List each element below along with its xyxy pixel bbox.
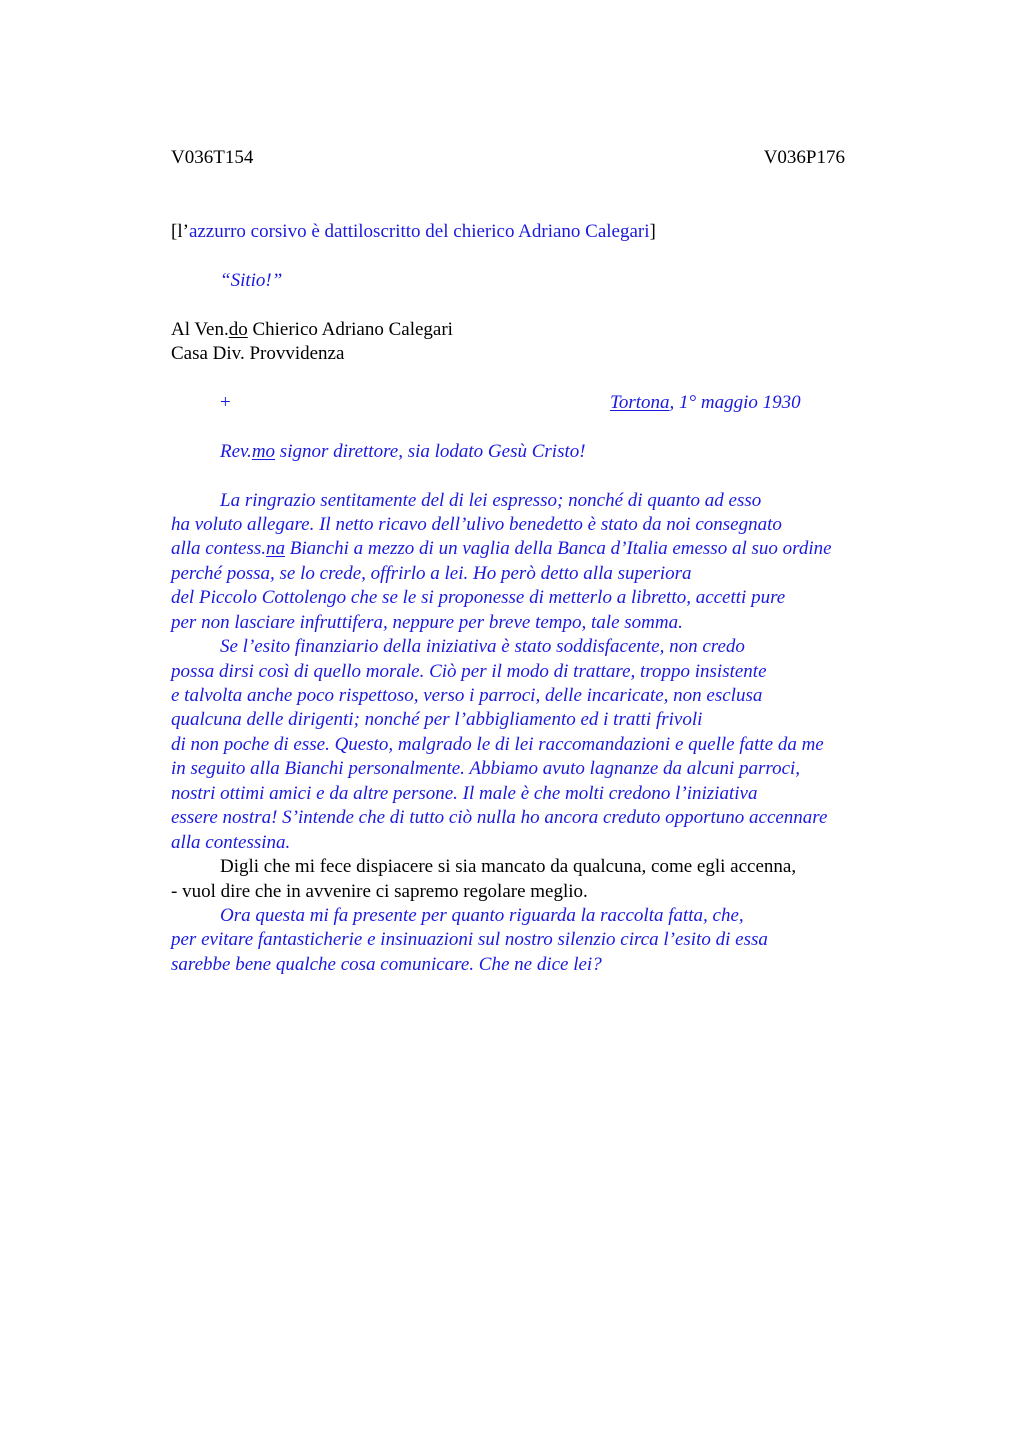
- body-line: per evitare fantasticherie e insinuazioni sul nostro silenzio circa l’esito di essa: [171, 929, 768, 950]
- body-line: sarebbe bene qualche cosa comunicare. Che ne dice lei?: [171, 954, 602, 975]
- salutation-prefix: Rev.: [220, 441, 252, 462]
- editor-note-close: ]: [649, 221, 656, 242]
- body-line: La ringrazio sentitamente del di lei espresso; nonché di quanto ad esso: [220, 490, 762, 511]
- salutation: [220, 440, 586, 464]
- dateline-date: , 1° maggio 1930: [669, 392, 801, 413]
- header-right-code: V036P176: [763, 147, 845, 168]
- address-prefix: Al Ven.: [171, 319, 229, 340]
- address-line-1: [171, 318, 453, 342]
- editor-note: [171, 220, 656, 244]
- motto: “Sitio!”: [220, 270, 283, 291]
- body-line: perché possa, se lo crede, offrirlo a lei. Ho però detto alla superiora: [171, 563, 692, 584]
- cross-symbol: +: [220, 392, 231, 413]
- body-line: possa dirsi così di quello morale. Ciò per il modo di trattare, troppo insistente: [171, 661, 767, 682]
- address-line-2: Casa Div. Provvidenza: [171, 343, 345, 364]
- body-superscript: na: [266, 538, 285, 559]
- body-line: Digli che mi fece dispiacere si sia mancato da qualcuna, come egli accenna,: [220, 856, 797, 877]
- header-left-code: V036T154: [171, 147, 254, 168]
- body-line: e talvolta anche poco rispettoso, verso i parroci, delle incaricate, non esclusa: [171, 685, 763, 706]
- body-line: per non lasciare infruttifera, neppure per breve tempo, tale somma.: [171, 612, 683, 633]
- body-line: essere nostra! S’intende che di tutto ciò nulla ho ancora creduto opportuno accennare: [171, 807, 828, 828]
- salutation-text: signor direttore, sia lodato Gesù Cristo!: [275, 441, 586, 462]
- body-line: qualcuna delle dirigenti; nonché per l’abbigliamento ed i tratti frivoli: [171, 709, 703, 730]
- dateline-place: Tortona: [610, 392, 670, 413]
- body-line: nostri ottimi amici e da altre persone. Il male è che molti credono l’iniziativa: [171, 783, 758, 804]
- body-line: Ora questa mi fa presente per quanto riguarda la raccolta fatta, che,: [220, 905, 744, 926]
- body-line: del Piccolo Cottolengo che se le si proponesse di metterlo a libretto, accetti pure: [171, 587, 786, 608]
- body-line: - vuol dire che in avvenire ci sapremo regolare meglio.: [171, 881, 588, 902]
- address-recipient: Chierico Adriano Calegari: [247, 319, 453, 340]
- body-line: di non poche di esse. Questo, malgrado le di lei raccomandazioni e quelle fatte da me: [171, 734, 824, 755]
- body-line: [171, 537, 832, 561]
- body-text: Bianchi a mezzo di un vaglia della Banca d’Italia emesso al suo ordine: [285, 538, 832, 559]
- body-line: alla contessina.: [171, 832, 291, 853]
- editor-note-open: [l’: [171, 221, 189, 242]
- salutation-superscript: mo: [251, 441, 276, 462]
- address-superscript: do: [228, 319, 248, 340]
- editor-note-text: azzurro corsivo è dattiloscritto del chierico Adriano Calegari: [188, 221, 650, 242]
- body-text: alla contess.: [171, 538, 266, 559]
- body-line: Se l’esito finanziario della iniziativa è stato soddisfacente, non credo: [220, 636, 745, 657]
- dateline: [610, 391, 801, 415]
- body-line: ha voluto allegare. Il netto ricavo dell’ulivo benedetto è stato da noi consegnato: [171, 514, 782, 535]
- body-line: in seguito alla Bianchi personalmente. Abbiamo avuto lagnanze da alcuni parroci,: [171, 758, 801, 779]
